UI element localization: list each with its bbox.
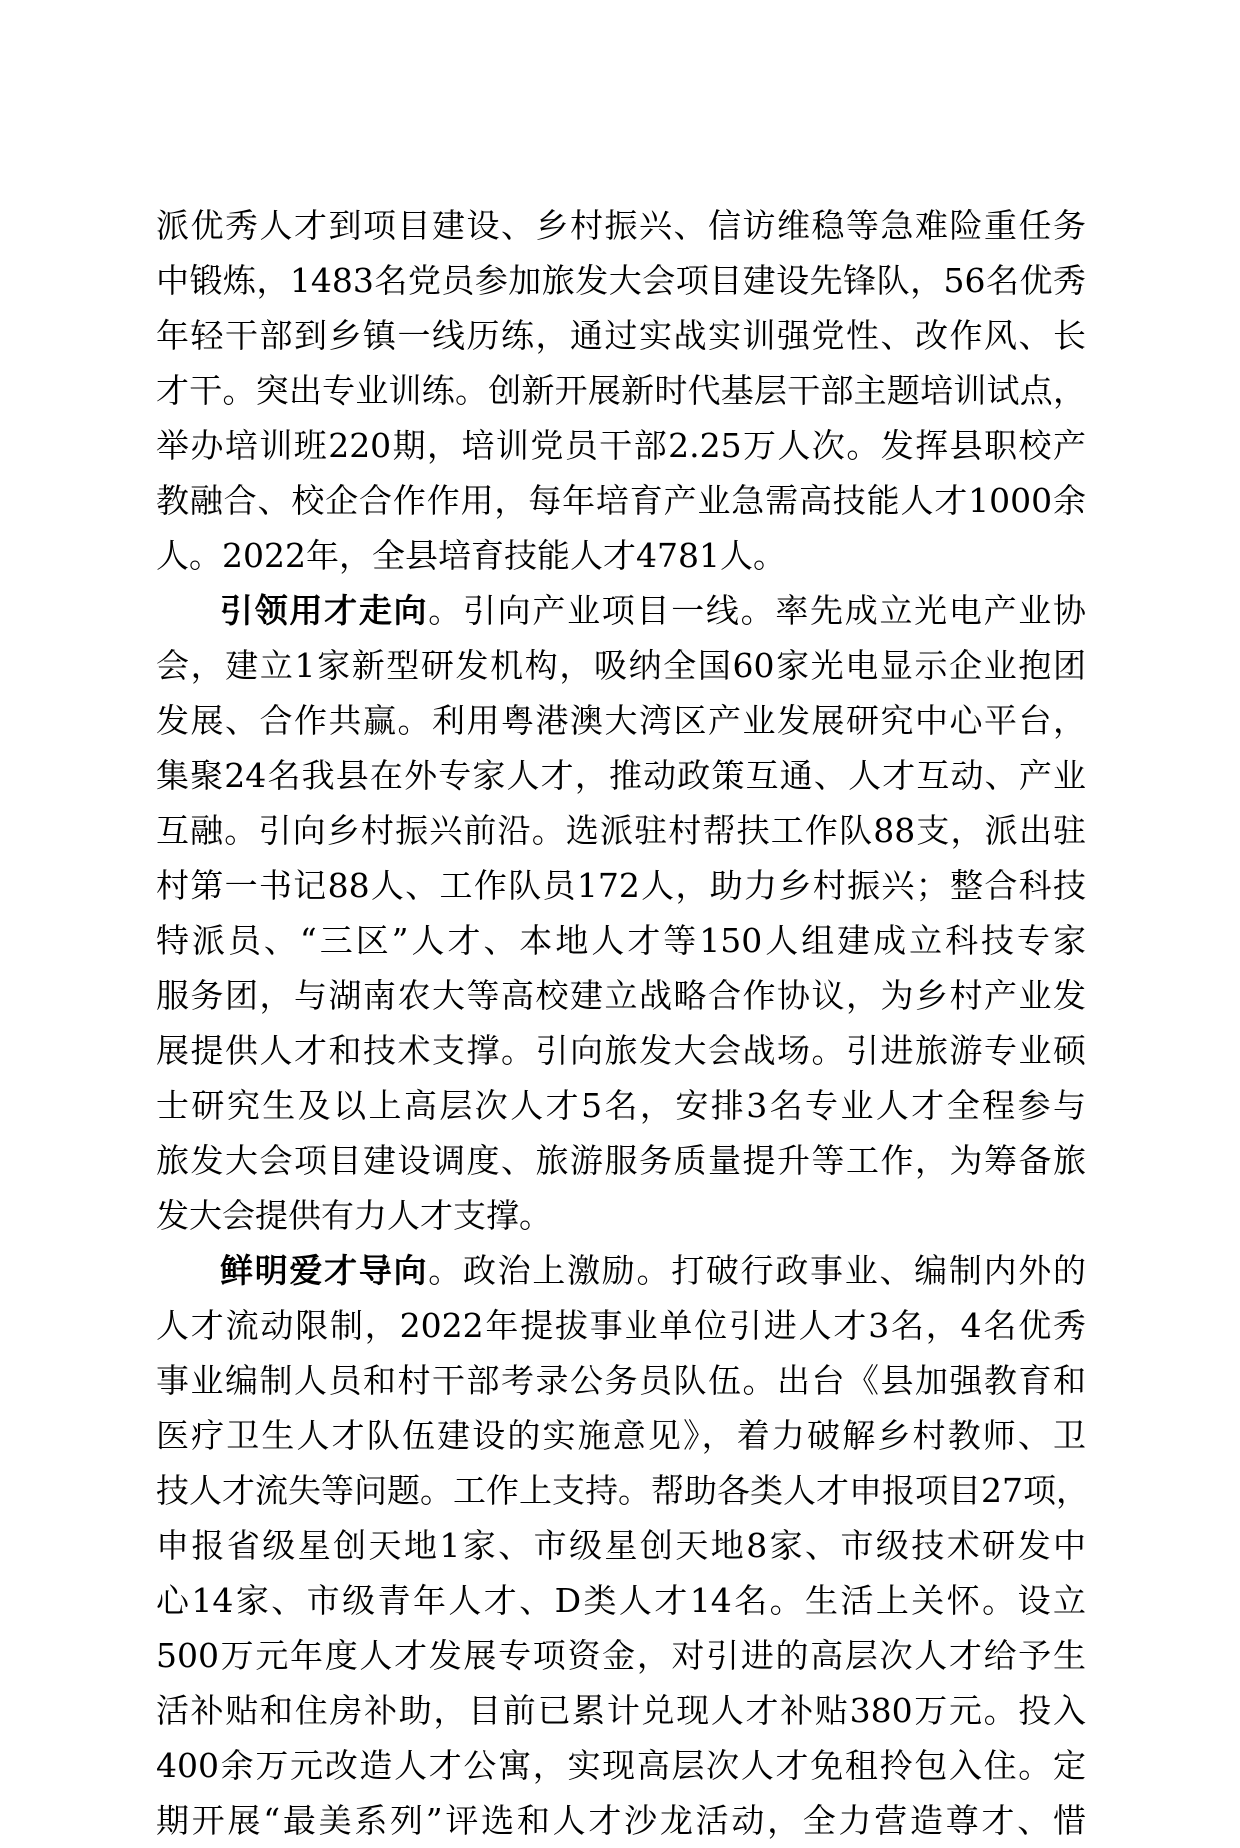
text-line: 人才流动限制，2022年提拔事业单位引进人才3名，4名优秀: [156, 1306, 1086, 1345]
text-line: 500万元年度人才发展专项资金，对引进的高层次人才给予生: [156, 1636, 1086, 1675]
paragraph-talent-training: [156, 198, 1086, 583]
section-heading: 引领用才走向: [220, 591, 429, 630]
text-line: 展提供人才和技术支撑。引向旅发大会战场。引进旅游专业硕: [156, 1031, 1086, 1070]
text-line: 教融合、校企合作作用，每年培育产业急需高技能人才1000余: [156, 481, 1086, 520]
text-line: 特派员、“三区”人才、本地人才等150人组建成立科技专家: [156, 921, 1086, 960]
document-body: [156, 198, 1089, 1848]
text-run: 。引向产业项目一线。率先成立光电产业协: [428, 591, 1086, 630]
text-line: 举办培训班220期，培训党员干部2.25万人次。发挥县职校产: [156, 426, 1086, 465]
text-line: 集聚24名我县在外专家人才，推动政策互通、人才互动、产业: [156, 756, 1086, 795]
text-line: 中锻炼，1483名党员参加旅发大会项目建设先锋队，56名优秀: [156, 261, 1086, 300]
text-line: 事业编制人员和村干部考录公务员队伍。出台《县加强教育和: [156, 1361, 1086, 1400]
text-line: 派优秀人才到项目建设、乡村振兴、信访维稳等急难险重任务: [156, 206, 1086, 245]
text-line: 技人才流失等问题。工作上支持。帮助各类人才申报项目27项，: [156, 1471, 1089, 1510]
text-line: 才干。突出专业训练。创新开展新时代基层干部主题培训试点，: [156, 371, 1086, 410]
text-line: 年轻干部到乡镇一线历练，通过实战实训强党性、改作风、长: [156, 316, 1086, 355]
text-line: 旅发大会项目建设调度、旅游服务质量提升等工作，为筹备旅: [156, 1141, 1086, 1180]
text-line: 发大会提供有力人才支撑。: [156, 1196, 552, 1235]
text-line: 400余万元改造人才公寓，实现高层次人才免租拎包入住。定: [156, 1746, 1086, 1785]
text-line: 发展、合作共赢。利用粤港澳大湾区产业发展研究中心平台，: [156, 701, 1086, 740]
text-line: 期开展“最美系列”评选和人才沙龙活动，全力营造尊才、惜: [156, 1801, 1086, 1840]
paragraph-first-line: [156, 583, 1086, 638]
paragraph-first-line: [156, 1243, 1086, 1298]
text-line: 医疗卫生人才队伍建设的实施意见》，着力破解乡村教师、卫: [156, 1416, 1086, 1455]
paragraph-talent-usage: [156, 583, 1086, 1243]
text-line: 士研究生及以上高层次人才5名，安排3名专业人才全程参与: [156, 1086, 1086, 1125]
text-line: 心14家、市级青年人才、D类人才14名。生活上关怀。设立: [156, 1581, 1086, 1620]
text-line: 活补贴和住房补助，目前已累计兑现人才补贴380万元。投入: [156, 1691, 1086, 1730]
text-line: 会，建立1家新型研发机构，吸纳全国60家光电显示企业抱团: [156, 646, 1086, 685]
text-line: 申报省级星创天地1家、市级星创天地8家、市级技术研发中: [156, 1526, 1086, 1565]
paragraph-talent-care: [156, 1243, 1089, 1848]
section-heading: 鲜明爱才导向: [220, 1251, 429, 1290]
text-line: 互融。引向乡村振兴前沿。选派驻村帮扶工作队88支，派出驻: [156, 811, 1086, 850]
text-line: 人。2022年，全县培育技能人才4781人。: [156, 536, 786, 575]
text-run: 。政治上激励。打破行政事业、编制内外的: [428, 1251, 1086, 1290]
text-line: 村第一书记88人、工作队员172人，助力乡村振兴；整合科技: [156, 866, 1086, 905]
text-line: 服务团，与湖南农大等高校建立战略合作协议，为乡村产业发: [156, 976, 1086, 1015]
